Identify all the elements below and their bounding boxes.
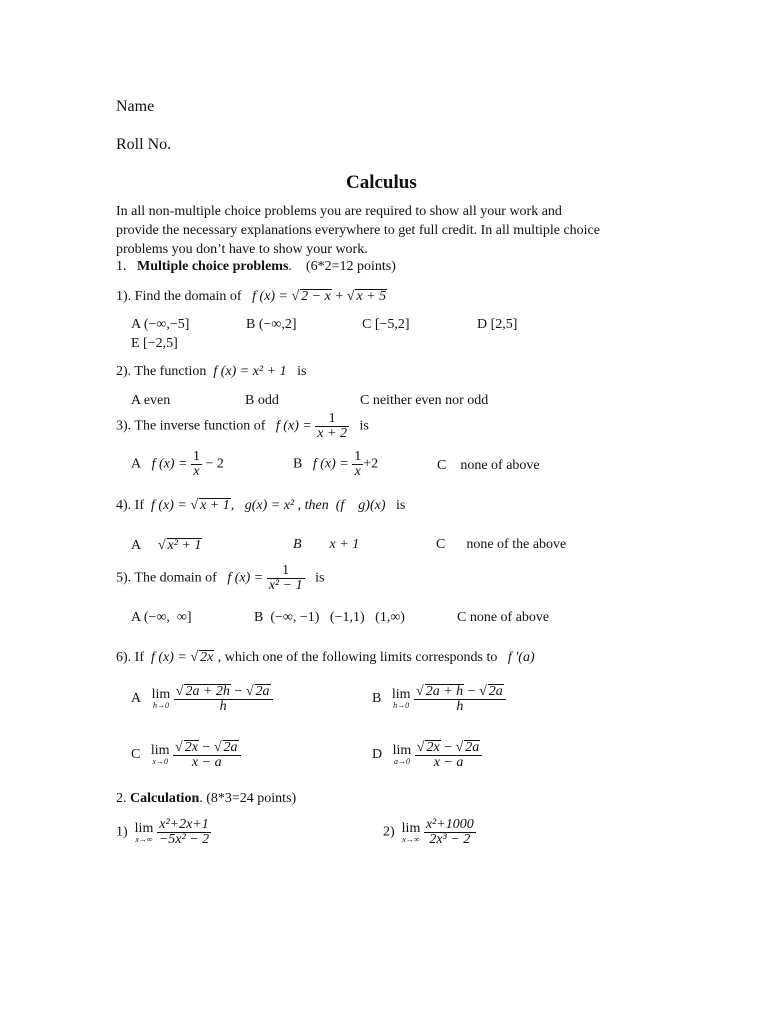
option-letter: C [131,747,141,762]
denominator: h [174,699,273,714]
fraction [315,412,349,441]
option-letter: B [372,691,382,706]
radicand: 2a [488,684,503,699]
option-a [131,538,202,553]
limit-operator [393,744,412,766]
instructions-line: In all non-multiple choice problems you are required to show all your work and [116,204,562,219]
lim-word: lim [150,743,170,758]
question-suffix: is [396,498,406,513]
numerator: 1 [193,449,200,464]
radicand: 2 − x [301,289,331,304]
denominator: x − a [415,755,483,770]
function-name: f (x) = [151,498,187,513]
numerator: 1 [282,563,290,578]
radicand: 2x [184,740,198,755]
radicand: 2a [465,740,480,755]
denominator: x [191,464,202,479]
option-c: C none of above [457,610,550,625]
sqrt-expression: √ 2x [190,650,214,665]
question-2 [116,365,306,379]
option-a [131,450,224,479]
question-6 [116,650,535,665]
numerator: x²+1000 [425,817,474,832]
question-suffix: is [315,570,325,586]
sqrt-expression: √ x + 5 [346,289,387,304]
lim-subscript: a→0 [393,757,410,766]
function-name: f (x) = [275,418,312,434]
fraction [267,564,305,593]
function-name: f (x) = [151,456,188,472]
lim-subscript: x→∞ [402,834,420,844]
section-period: . [199,791,203,806]
fraction [191,450,202,479]
section-2-heading [116,792,296,806]
limit-operator [152,688,171,710]
option-letter: A [131,538,141,553]
denominator: −5x² − 2 [158,832,210,847]
option-letter: D [372,747,383,762]
option-b: B odd [245,393,279,408]
section-title: Multiple choice problems [137,259,289,274]
option-b: B (−∞, −1) (−1,1) (1,∞) [254,610,405,625]
lim-subscript: x→∞ [135,834,153,844]
function-expression: f (x) = x² + 1 [213,364,287,379]
question-label: 4). If [116,498,144,513]
radicand: 2a + 2h [185,684,230,699]
numerator: 1 [328,411,336,426]
option-a: A (−∞,−5] [131,317,190,332]
section-points: (8*3=24 points) [206,791,297,806]
radicand: 2x [426,740,440,755]
limit-operator [402,822,421,844]
denominator: x − a [173,755,241,770]
question-1 [116,289,387,304]
numerator: √ 2a + 2h − √ 2a [175,684,270,699]
option-a: A (−∞, ∞] [131,610,192,625]
section-number: 2. [116,791,127,806]
sqrt-expression: √ x + 1 [190,498,230,513]
lim-subscript: x→0 [152,757,168,766]
lim-word: lim [401,820,421,836]
option-c [131,740,241,770]
operator: − [234,684,243,699]
question-label: 5). The domain of [116,570,217,586]
section-period: . [288,259,292,274]
option-c: C none of the above [436,537,567,552]
sqrt-expression: √ x² + 1 [157,538,202,553]
question-5 [116,564,324,593]
denominator: x [352,464,363,479]
operator: − [202,740,211,755]
option-e: E [−2,5] [131,336,178,351]
fraction [414,684,506,714]
radicand: 2a [255,684,270,699]
operator: − [444,740,453,755]
sqrt-expression: √ 2 − x [291,289,331,304]
option-b [293,450,378,479]
fraction [173,740,241,770]
option-a: A even [131,393,171,408]
numerator: x²+2x+1 [159,817,209,832]
denominator: x + 2 [317,426,347,441]
fraction [157,818,211,847]
radicand: x + 5 [356,289,387,304]
denominator: 2x³ − 2 [424,832,476,847]
lim-word: lim [392,743,412,758]
question-4 [116,498,405,513]
operator: + [335,289,344,304]
expression-tail: − 2 [205,456,224,472]
option-letter: B [293,456,303,472]
problem-label: 2) [383,824,395,840]
question-label: 2). The function [116,364,207,379]
numerator: √ 2x − √ 2a [416,740,480,755]
denominator: x² − 1 [268,578,303,593]
question-3 [116,412,369,441]
instructions-line: provide the necessary explanations everywhere to get full credit. In all multiple choice [116,223,600,238]
question-label: 1). Find the domain of [116,289,242,304]
option-c: C [−5,2] [362,317,410,332]
option-c: C none of above [437,458,540,473]
fraction [424,818,476,847]
option-b [372,684,506,714]
radicand: x² + 1 [167,538,202,553]
function-name: f (x) = [151,650,187,665]
option-letter: A [131,691,142,706]
lim-subscript: h→0 [152,701,169,710]
section-1-heading [116,260,396,274]
operator: − [467,684,476,699]
limit-operator [135,822,154,844]
lim-word: lim [134,820,154,836]
option-c: C neither even nor odd [360,393,489,408]
option-b: B (−∞,2] [246,317,297,332]
radicand: 2x [200,650,214,665]
name-label: Name [116,98,155,115]
radicand: x + 1 [200,498,230,513]
numerator: √ 2x − √ 2a [175,740,238,755]
question-middle: , g(x) = x² , then [230,498,329,513]
composition-expression: (f g)(x) [335,498,386,513]
target-expression: f ′(a) [507,650,535,665]
lim-word: lim [151,687,171,702]
question-middle: , which one of the following limits corresponds to [217,650,498,665]
denominator: h [414,699,506,714]
option-letter: A [131,456,142,472]
function-name: f (x) = [252,289,288,304]
option-b: B x + 1 [293,537,360,552]
radicand: 2a [223,740,238,755]
numerator: √ 2a + h − √ 2a [416,684,503,699]
fraction [352,450,363,479]
radicand: 2a + h [425,684,464,699]
lim-subscript: h→0 [393,701,410,710]
section-points: (6*2=12 points) [305,259,396,274]
problem-label: 1) [116,824,128,840]
question-suffix: is [297,364,307,379]
fraction [415,740,483,770]
lim-word: lim [391,687,411,702]
instructions-line: problems you don’t have to show your work. [116,242,368,257]
limit-operator [151,744,170,766]
question-label: 3). The inverse function of [116,418,266,434]
option-d [372,740,482,770]
question-suffix: is [359,418,369,434]
section-title: Calculation [130,791,200,806]
numerator: 1 [354,449,362,464]
limit-operator [392,688,411,710]
question-label: 6). If [116,650,144,665]
option-d: D [2,5] [477,317,518,332]
instructions-paragraph [116,202,652,259]
fraction [174,684,273,714]
page-title: Calculus [346,172,417,193]
option-a [131,684,273,714]
expression-tail: +2 [363,456,379,472]
function-name: f (x) = [227,570,264,586]
function-name: f (x) = [312,456,349,472]
section-number: 1. [116,259,127,274]
roll-number-label: Roll No. [116,136,172,153]
calculation-problem-2 [383,818,476,847]
calculation-problem-1 [116,818,211,847]
